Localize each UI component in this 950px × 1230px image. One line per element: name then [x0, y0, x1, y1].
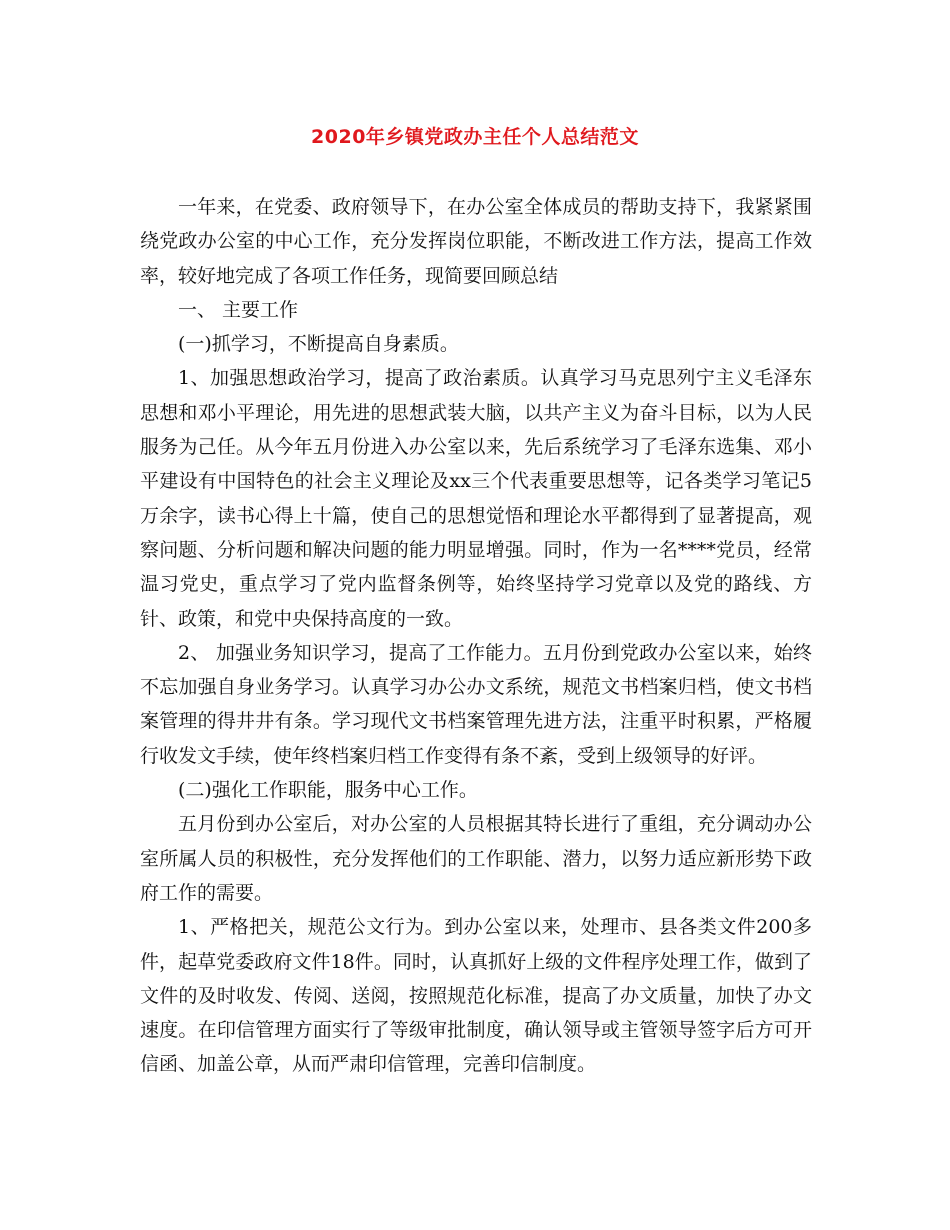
subsection-heading-functions: (二)强化工作职能，服务中心工作。 — [178, 779, 478, 802]
section-heading-main-work: 一、 主要工作 — [178, 298, 299, 321]
paragraph-political-study: 1、加强思想政治学习，提高了政治素质。认真学习马克思列宁主义毛泽东思想和邓小平理论，用先进的思想武装大脑，以共产主义为奋斗目标，以为人民服务为己任。从今年五月份进入办公室以来，先后系统学习了毛泽东选集、邓小平建设有中国特色的社会主义理论及xx三个代表重要思想等，记各类学习笔记5万余字，读书心得上十篇，使自己的思想觉悟和理论水平都得到了显著提高，观察问题、分析问题和解决问题的能力明显增强。同时，作为一名****党员，经常温习党史，重点学习了党内监督条例等，始终坚持学习党章以及党的路线、方针、政策，和党中央保持高度的一致。 — [140, 367, 812, 630]
document-title: 2020年乡镇党政办主任个人总结范文 — [311, 126, 639, 148]
subsection-heading-study: (一)抓学习，不断提高自身素质。 — [178, 333, 459, 356]
paragraph-document-handling: 1、严格把关，规范公文行为。到办公室以来，处理市、县各类文件200多件，起草党委政府文件18件。同时，认真抓好上级的文件程序处理工作，做到了文件的及时收发、传阅、送阅，按照规范化标准，提高了办文质量，加快了办文速度。在印信管理方面实行了等级审批制度，确认领导或主管领导签字后方可开信函、加盖公章，从而严肃印信管理，完善印信制度。 — [140, 916, 812, 1076]
paragraph-business-study: 2、 加强业务知识学习，提高了工作能力。五月份到党政办公室以来，始终不忘加强自身业务学习。认真学习办公办文系统，规范文书档案归档，使文书档案管理的得井井有条。学习现代文书档案管理先进方法，注重平时积累，严格履行收发文手续，使年终档案归档工作变得有条不紊，受到上级领导的好评。 — [140, 641, 812, 767]
intro-paragraph: 一年来，在党委、政府领导下，在办公室全体成员的帮助支持下，我紧紧围绕党政办公室的中心工作，充分发挥岗位职能，不断改进工作方法，提高工作效率，较好地完成了各项工作任务，现简要回顾总结 — [140, 196, 812, 287]
document-body — [140, 190, 812, 1082]
paragraph-office-reorganization: 五月份到办公室后，对办公室的人员根据其特长进行了重组，充分调动办公室所属人员的积极性，充分发挥他们的工作职能、潜力，以努力适应新形势下政府工作的需要。 — [140, 813, 812, 904]
